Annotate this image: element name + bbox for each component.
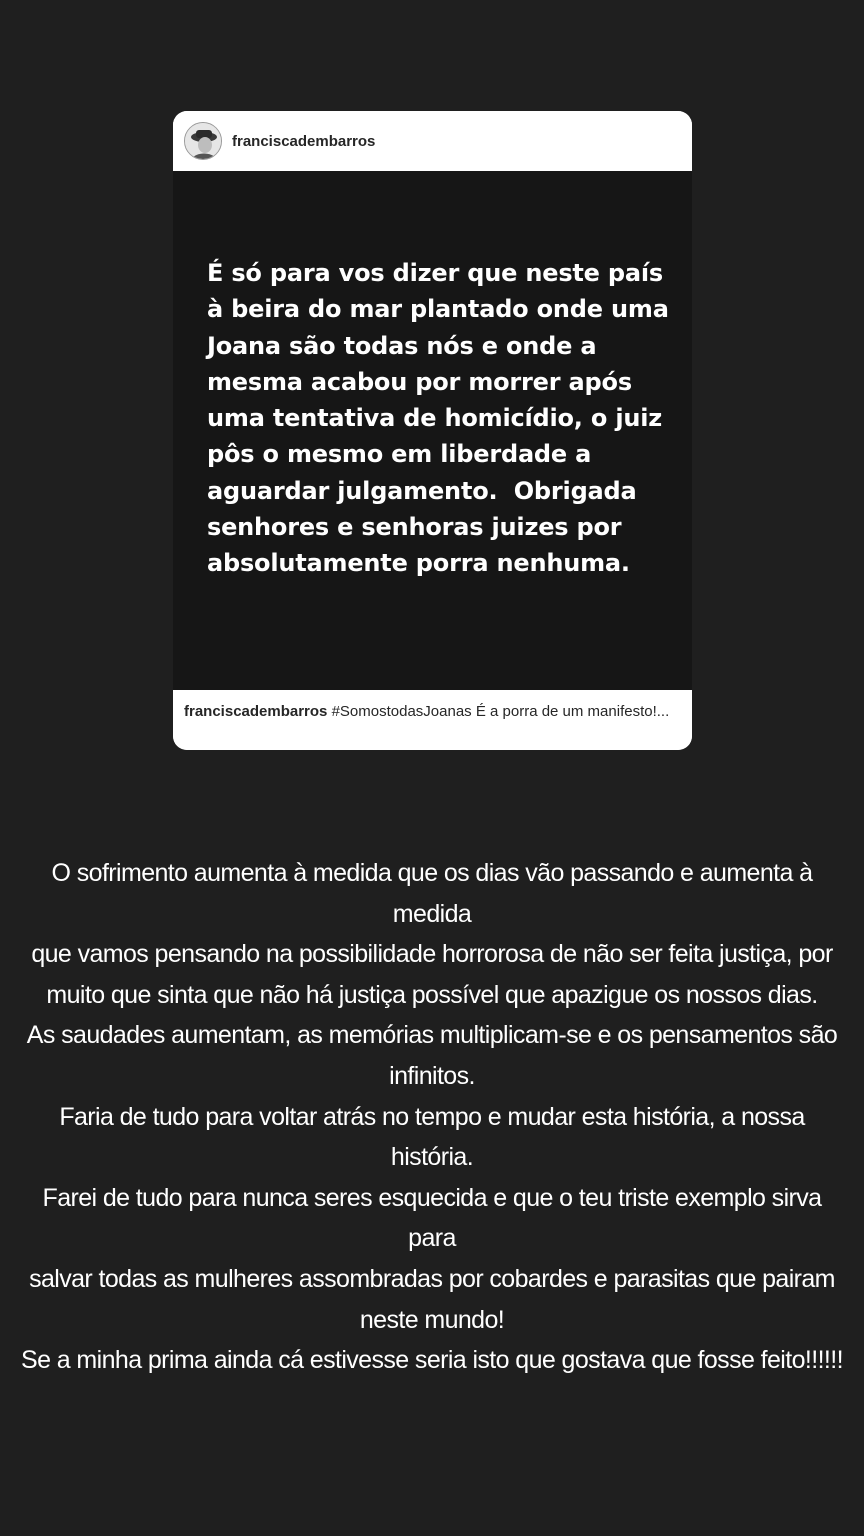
caption-username: franciscadembarros xyxy=(184,703,328,720)
post-username[interactable]: franciscadembarros xyxy=(232,132,376,150)
post-header xyxy=(173,111,692,171)
story-text-line: salvar todas as mulheres assombradas por cobardes e parasitas que pairam xyxy=(29,1264,835,1293)
caption-text: #SomostodasJoanas É a porra de um manifesto!... xyxy=(327,703,670,720)
story-text-line: O sofrimento aumenta à medida que os dias vão passando e aumenta à medida xyxy=(51,859,813,928)
shared-post-card[interactable] xyxy=(173,111,692,750)
profile-avatar-icon[interactable] xyxy=(184,122,222,160)
story-text-line: que vamos pensando na possibilidade horrorosa de não ser feita justiça, por xyxy=(31,940,833,969)
story-text-line: muito que sinta que não há justiça possível que apazigue os nossos dias. xyxy=(46,980,818,1009)
post-image-text: É só para vos dizer que neste país à beira do mar plantado onde uma Joana são todas nós e onde a mesma acabou por morrer após uma tentativa de homicídio, o juiz pôs o mesmo em liberdade a aguardar julgamento. Obrigada senhores e senhoras juizes por absolutamente porra nenhuma. xyxy=(207,259,669,578)
post-caption[interactable] xyxy=(173,690,692,750)
story-text-line: Faria de tudo para voltar atrás no tempo e mudar esta história, a nossa história. xyxy=(59,1102,805,1172)
post-image[interactable] xyxy=(173,171,692,690)
story-text-line: Farei de tudo para nunca seres esquecida e que o teu triste exemplo sirva para xyxy=(42,1183,822,1253)
story-text-line: infinitos. xyxy=(389,1061,475,1090)
story-text-overlay xyxy=(16,853,848,1381)
story-text-line: Se a minha prima ainda cá estivesse seria isto que gostava que fosse feito!!!!!! xyxy=(21,1346,843,1375)
story-text-line: neste mundo! xyxy=(359,1305,505,1334)
story-text-line: As saudades aumentam, as memórias multiplicam-se e os pensamentos são xyxy=(26,1021,838,1050)
